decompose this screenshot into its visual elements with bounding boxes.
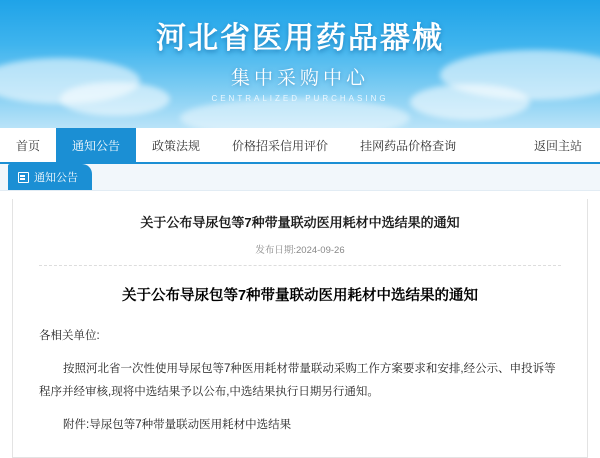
- article-publish-date: 发布日期:2024-09-26: [39, 242, 561, 266]
- nav-item-drug-price-query[interactable]: 挂网药品价格查询: [360, 138, 457, 153]
- main-navigation: [0, 128, 600, 164]
- nav-spacer: [472, 128, 518, 162]
- nav-item-credit-evaluation[interactable]: 价格招采信用评价: [232, 138, 329, 153]
- article-title: 关于公布导尿包等7种带量联动医用耗材中选结果的通知: [121, 287, 479, 304]
- site-title-english: CENTRALIZED PURCHASING: [211, 94, 389, 103]
- article-header-title: 关于公布导尿包等7种带量联动医用耗材中选结果的通知: [140, 215, 460, 230]
- page-content: [0, 191, 600, 458]
- nav-item-policies[interactable]: 政策法规: [152, 138, 201, 153]
- site-banner: [0, 0, 600, 128]
- list-icon: [18, 172, 29, 183]
- article-paragraph: 按照河北省一次性使用导尿包等7种医用耗材带量联动采购工作方案要求和安排,经公示、申投诉等程序并经审核,现将中选结果予以公布,中选结果执行日期另行通知。: [39, 363, 556, 399]
- nav-item-home[interactable]: 首页: [16, 138, 41, 153]
- nav-item-return-main-site[interactable]: 返回主站: [533, 138, 582, 153]
- site-title: 河北省医用药品器械: [156, 22, 444, 55]
- banner-text-block: [0, 0, 600, 103]
- article-attachment-line: 附件:导尿包等7种带量联动医用耗材中选结果: [63, 419, 292, 432]
- site-subtitle: 集中采购中心: [230, 68, 369, 89]
- breadcrumb-current-tab[interactable]: [8, 164, 92, 190]
- nav-item-notices[interactable]: 通知公告: [56, 128, 136, 162]
- article-paragraph: 各相关单位:: [39, 330, 100, 343]
- article-card: [12, 199, 588, 458]
- breadcrumb-label: 通知公告: [34, 172, 78, 184]
- breadcrumb: [0, 164, 600, 191]
